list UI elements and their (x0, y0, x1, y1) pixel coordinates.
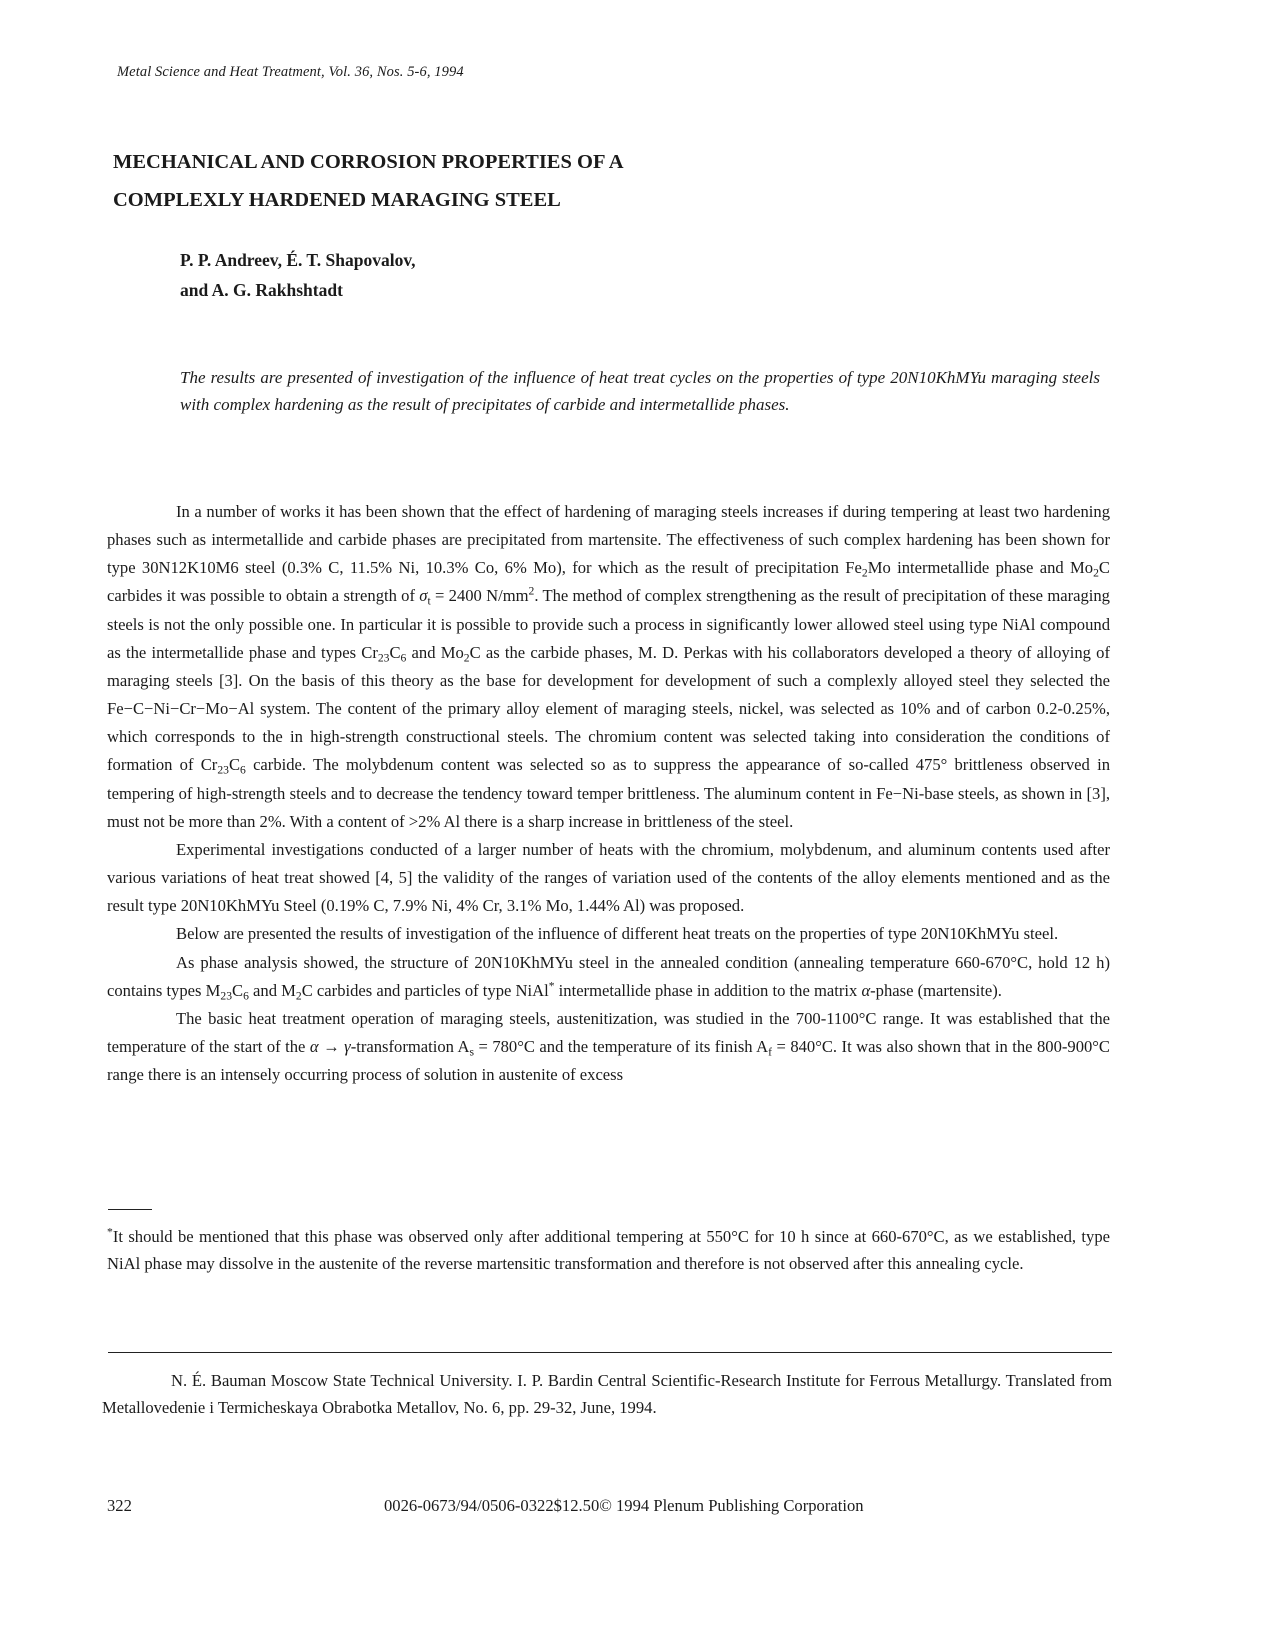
page-number: 322 (107, 1496, 132, 1515)
footnote (107, 1224, 1110, 1277)
journal-header: Metal Science and Heat Treatment, Vol. 36, Nos. 5-6, 1994 (117, 64, 464, 80)
title-line-1: MECHANICAL AND CORROSION PROPERTIES OF A (113, 151, 624, 173)
article-body (107, 498, 1110, 1089)
affiliation (102, 1368, 1112, 1421)
body-paragraph-1: In a number of works it has been shown that the effect of hardening of maraging steels increases if during tempering at least two hardening phases such as intermetallide and carbide phases are precipitated from martensite. The effectiveness of such complex hardening has been shown for type 30N12K10M6 steel (0.3% C, 11.5% Ni, 10.3% Co, 6% Mo), for which as the result of precipitation $Fe_2Mo$ intermetallide phase and $Mo_2C$ carbides it was possible to obtain a strength of $\sigma_t = 2400$ $N/mm^2$. The method of complex strengthening as the result of precipitation of these maraging steels is not the only possible one. In particular it is possible to provide such a process in significantly lower allowed steel using type NiAl compound as the intermetallide phase and types $Cr_{23}C_6$ and $Mo_2C$ as the carbide phases, M. D. Perkas with his collaborators developed a theory of alloying of maraging steels [3]. On the basis of this theory as the base for development for development of such a complexly alloyed steel they selected the Fe−C−Ni−Cr−Mo−Al system. The content of the primary alloy element of maraging steels, nickel, was selected as 10% and of carbon 0.2-0.25%, which corresponds to the in high-strength constructional steels. The chromium content was selected taking into consideration the conditions of formation of $Cr_{23}C_6$ carbide. The molybdenum content was selected so as to suppress the appearance of so-called 475° brittleness observed in tempering of high-strength steels and to decrease the tendency toward temper brittleness. The aluminum content in Fe−Ni-base steels, as shown in [3], must not be more than 2%. With a content of >2% Al there is a sharp increase in brittleness of the steel. (107, 502, 1110, 831)
copyright-line: 0026-0673/94/0506-0322$12.50© 1994 Plenum Publishing Corporation (384, 1496, 864, 1515)
footnote-marker: * (107, 1225, 113, 1239)
body-paragraph-5: The basic heat treatment operation of maraging steels, austenitization, was studied in the 700-1100°C range. It was established that the temperature of the start of the α → γ-transformation $A_s = 780^\circ C$ and the temperature of its finish $A_f = 840^\circ C$. It was also shown that in the 800-900°C range there is an intensely occurring process of solution in austenite of excess (107, 1008, 1111, 1085)
affiliation-divider (108, 1352, 1112, 1353)
abstract: The results are presented of investigation of the influence of heat treat cycles on the properties of type 20N10KhMYu maraging steels with complex hardening as the result of precipitates of carbide and intermetallide phases. (180, 368, 1100, 414)
authors-line-2: and A. G. Rakhshtadt (180, 280, 343, 300)
footnote-divider (108, 1209, 152, 1210)
body-paragraph-4: As phase analysis showed, the structure of 20N10KhMYu steel in the annealed condition (annealing temperature 660-670°C, hold 12 h) contains types $M_{23}C_6$ and $M_2C$ carbides and particles of type NiAl* intermetallide phase in addition to the matrix α-phase (martensite). (107, 952, 1110, 1003)
authors-line-1: P. P. Andreev, É. T. Shapovalov, (180, 250, 416, 270)
footnote-text: It should be mentioned that this phase was observed only after additional tempering at 550°C for 10 h since at 660-670°C, as we established, type NiAl phase may dissolve in the austenite of the reverse martensitic transformation and therefore is not observed after this annealing cycle. (107, 1227, 1110, 1273)
affiliation-text: N. É. Bauman Moscow State Technical University. I. P. Bardin Central Scientific-Research Institute for Ferrous Metallurgy. Translated from Metallovedenie i Termicheskaya Obrabotka Metallov, No. 6, pp. 29-32, June, 1994. (102, 1371, 1112, 1417)
authors (180, 245, 416, 305)
article-title (113, 143, 624, 219)
body-paragraph-3: Below are presented the results of investigation of the influence of different heat treats on the properties of type 20N10KhMYu steel. (176, 924, 1059, 944)
body-paragraph-2: Experimental investigations conducted of a larger number of heats with the chromium, molybdenum, and aluminum contents used after various variations of heat treat showed [4, 5] the validity of the ranges of variation used of the contents of the alloy elements mentioned and as the result type 20N10KhMYu Steel (0.19% C, 7.9% Ni, 4% Cr, 3.1% Mo, 1.44% Al) was proposed. (107, 839, 1110, 916)
title-line-2: COMPLEXLY HARDENED MARAGING STEEL (113, 189, 561, 211)
